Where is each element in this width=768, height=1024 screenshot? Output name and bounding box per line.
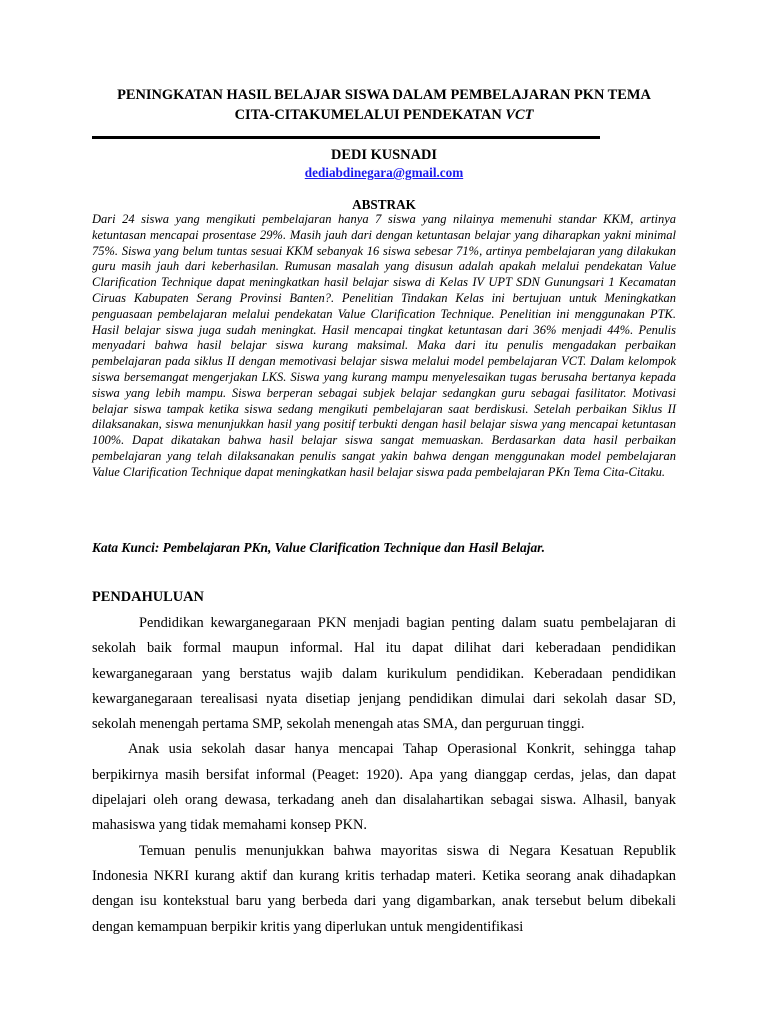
author-email-line [92, 164, 676, 182]
abstract-text: Dari 24 siswa yang mengikuti pembelajaran hanya 7 siswa yang nilainya memenuhi standar KKM, artinya ketuntasan mencapai prosentase 29%. Masih jauh dari dengan ketuntasan belajar yang diharapkan yakni minimal 75%. Siswa yang belum tuntas sesuai KKM sebanyak 16 siswa sebesar 71%, artinya pembelajaran yang dilakukan guru masih jauh dari keberhasilan. Rumusan masalah yang disusun adalah apakah melalui pendekatan Value Clarification Technique dapat meningkatkan hasil belajar siswa di Kelas IV UPT SDN Gunungsari 1 Kecamatan Ciruas Kabupaten Serang Provinsi Banten?. Penelitian Tindakan Kelas ini bertujuan untuk Meningkatkan penguasaan pembelajaran melalui pendekatan Value Clarification Technique. Penelitian ini menggunakan PTK. Hasil belajar siswa juga sudah meningkat. Hasil mencapai tingkat ketuntasan dari 36% menjadi 44%. Penulis menyadari bahwa hasil belajar siswa kurang maksimal. Maka dari itu penulis mengadakan perbaikan pembelajaran pada siklus II dengan memotivasi belajar siswa melalui model pembelajaran VCT. Dalam kelompok siswa bersemangat mengerjakan LKS. Siswa yang kurang mampu menyelesaikan tugas berusaha bertanya kepada siswa yang lebih mampu. Siswa berperan sebagai subjek belajar sedangkan guru sebagai fasilitator. Motivasi belajar siswa tampak ketika siswa sedang mengikuti pembelajaran saat berdiskusi. Setelah perbaikan Siklus II dilaksanakan, siswa menunjukkan hasil yang positif terbukti dengan hasil belajar siswa yang mencapai ketuntasan 100%. Dapat dikatakan bahwa hasil belajar siswa sangat memuaskan. Berdasarkan data hasil perbaikan pembelajaran yang telah dilaksanakan penulis sangat yakin bahwa dengan menggunakan model pembelajaran Value Clarification Technique dapat meningkatkan hasil belajar siswa pada pembelajaran PKn Tema Cita-Citaku. [92, 212, 676, 479]
abstract-heading: ABSTRAK [352, 197, 416, 212]
paper-title [92, 85, 676, 125]
section-body [92, 611, 676, 940]
body-paragraph-1: Pendidikan kewarganegaraan PKN menjadi bagian penting dalam suatu pembelajaran di sekolah baik formal maupun informal. Hal itu dapat dilihat dari keberadaan pendidikan kewarganegaraan yang berstatus wajib dalam kurikulum pendidikan. Keberadaan pendidikan kewarganegaraan terealisasi nyata disetiap jenjang pendidikan dimulai dari sekolah dasar SD, sekolah menengah pertama SMP, sekolah menengah atas SMA, dan perguruan tinggi. [92, 615, 676, 733]
title-line-1: PENINGKATAN HASIL BELAJAR SISWA DALAM PEMBELAJARAN PKN TEMA [117, 87, 651, 103]
author-name: DEDI KUSNADI [331, 147, 437, 163]
keywords: Kata Kunci: Pembelajaran PKn, Value Clarification Technique dan Hasil Belajar. [92, 540, 545, 555]
author-email-link[interactable]: dediabdinegara@gmail.com [304, 165, 464, 180]
body-paragraph-3: Temuan penulis menunjukkan bahwa mayoritas siswa di Negara Kesatuan Republik Indonesia NKRI kurang aktif dan kurang kritis terhadap materi. Ketika seorang anak dihadapkan dengan isu kontekstual baru yang berbeda dari yang digambarkan, anak tersebut belum dibekali dengan kemampuan berpikir kritis yang diperlukan untuk mengidentifikasi [92, 842, 676, 935]
section-heading-pendahuluan: PENDAHULUAN [92, 589, 204, 605]
body-paragraph-2: Anak usia sekolah dasar hanya mencapai Tahap Operasional Konkrit, sehingga tahap berpikirnya masih bersifat informal (Peaget: 1920). Apa yang dianggap cerdas, jelas, dan dapat dipelajari oleh orang dewasa, terkadang aneh dan disalahartikan sebagai siswa. Alhasil, banyak mahasiswa yang tidak memahami konsep PKN. [92, 741, 676, 834]
title-line-2-italic: VCT [505, 107, 534, 123]
title-line-2-text: CITA-CITAKUMELALUI PENDEKATAN [234, 107, 506, 123]
title-divider [92, 136, 600, 139]
title-line-2 [92, 105, 676, 125]
